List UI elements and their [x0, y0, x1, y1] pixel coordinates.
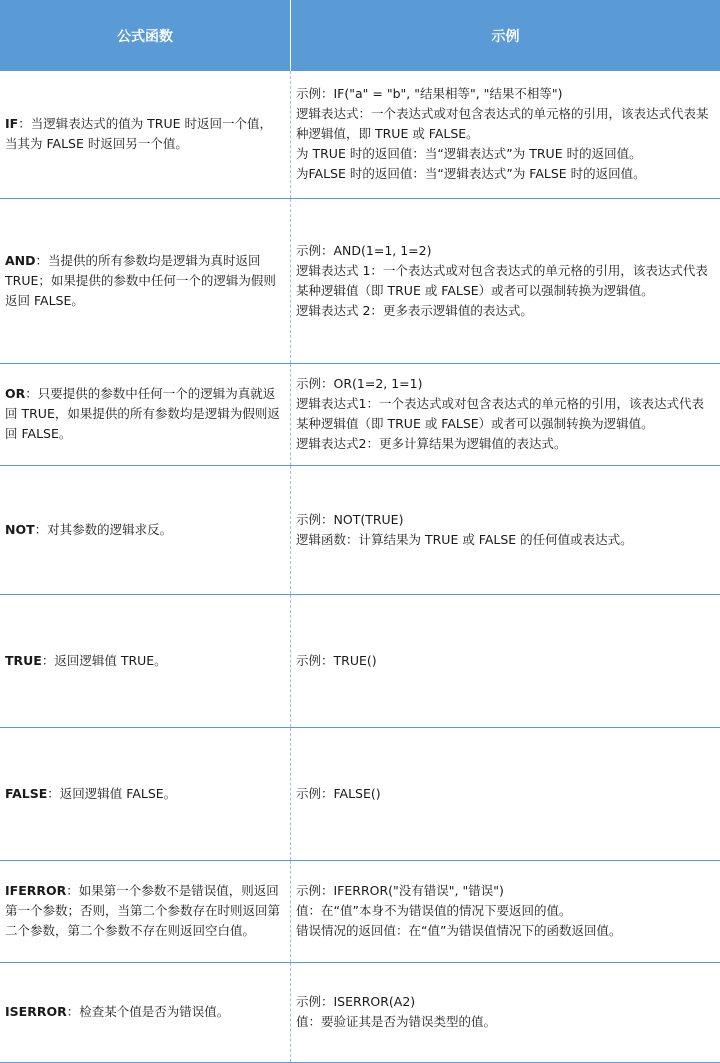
example-line: 为 TRUE 时的返回值：当“逻辑表达式”为 TRUE 时的返回值。 [296, 146, 642, 162]
example-line: 逻辑表达式1：一个表达式或对包含表达式的单元格的引用，该表达式代表某种逻辑值（即 TRUE 或 FALSE）或者可以强制转换为逻辑值。 [296, 396, 704, 431]
example-cell [291, 860, 720, 962]
table-row [0, 465, 720, 594]
example-line: 示例：IFERROR("没有错误", "错误") [296, 883, 504, 898]
example-cell [291, 727, 720, 860]
function-cell [0, 363, 291, 465]
function-description: ：只要提供的参数中任何一个的逻辑为真就返回 TRUE，如果提供的所有参数均是逻辑为假则返回 FALSE。 [5, 386, 280, 441]
function-name: AND [5, 252, 36, 268]
function-name: IFERROR [5, 883, 67, 898]
example-line: 示例：ISERROR(A2) [296, 994, 416, 1009]
function-description: ：如果第一个参数不是错误值，则返回第一个参数；否则，当第二个参数存在时则返回第二个参数，第二个参数不存在则返回空白值。 [5, 883, 281, 938]
function-cell [0, 860, 291, 962]
example-line: 逻辑表达式：一个表达式或对包含表达式的单元格的引用，该表达式代表某种逻辑值，即 TRUE 或 FALSE。 [296, 106, 709, 142]
table-row [0, 962, 720, 1062]
example-cell [291, 363, 720, 465]
example-line: 示例：TRUE() [296, 652, 377, 668]
example-line: 值：在“值”本身不为错误值的情况下要返回的值。 [296, 903, 572, 918]
table-row [0, 71, 720, 198]
example-line: 逻辑表达式2：更多计算结果为逻辑值的表达式。 [296, 436, 567, 451]
table-row [0, 198, 720, 363]
example-line: 逻辑表达式 1：一个表达式或对包含表达式的单元格的引用，该表达式代表某种逻辑值（即 TRUE 或 FALSE）或者可以强制转换为逻辑值。 [296, 262, 708, 298]
function-description: ：返回逻辑值 FALSE。 [47, 785, 177, 801]
example-line: 示例：NOT(TRUE) [296, 511, 404, 527]
example-cell [291, 962, 720, 1062]
function-name: FALSE [5, 785, 48, 801]
function-cell [0, 71, 291, 198]
example-cell [291, 594, 720, 727]
table-row [0, 860, 720, 962]
example-line: 逻辑表达式 2：更多表示逻辑值的表达式。 [296, 302, 533, 318]
example-line: 逻辑函数：计算结果为 TRUE 或 FALSE 的任何值或表达式。 [296, 531, 633, 547]
example-line: 错误情况的返回值：在“值”为错误值情况下的函数返回值。 [296, 923, 622, 938]
header-example: 示例 [491, 28, 520, 45]
example-cell [291, 465, 720, 594]
example-cell [291, 198, 720, 363]
function-cell [0, 198, 291, 363]
function-description: ：对其参数的逻辑求反。 [34, 521, 173, 537]
function-name: IF [5, 116, 19, 132]
example-line: 示例：OR(1=2, 1=1) [296, 376, 423, 391]
function-cell [0, 465, 291, 594]
function-name: TRUE [5, 652, 42, 668]
example-line: 值：要验证其是否为错误类型的值。 [296, 1014, 497, 1029]
header-formula-function: 公式函数 [0, 0, 291, 71]
function-name: OR [5, 386, 26, 401]
table-row [0, 727, 720, 860]
table-row [0, 363, 720, 465]
example-cell [291, 71, 720, 198]
example-line: 示例：AND(1=1, 1=2) [296, 242, 432, 258]
table-header-row [0, 0, 720, 71]
function-description: ：当提供的所有参数均是逻辑为真时返回 TRUE；如果提供的参数中任何一个的逻辑为假则返回 FALSE。 [5, 252, 276, 308]
function-name: NOT [5, 521, 35, 537]
example-line: 为FALSE 时的返回值：当“逻辑表达式”为 FALSE 时的返回值。 [296, 166, 646, 182]
function-cell [0, 727, 291, 860]
function-cell [0, 962, 291, 1062]
example-line: 示例：FALSE() [296, 785, 381, 801]
function-description: ：检查某个值是否为错误值。 [66, 1004, 230, 1019]
function-description: ：返回逻辑值 TRUE。 [41, 652, 167, 668]
example-line: 示例：IF("a" = "b", "结果相等", "结果不相等") [296, 86, 563, 102]
function-cell [0, 594, 291, 727]
function-name: ISERROR [5, 1004, 67, 1019]
function-description: ：当逻辑表达式的值为 TRUE 时返回一个值，当其为 FALSE 时返回另一个值。 [5, 116, 273, 152]
table-row [0, 594, 720, 727]
